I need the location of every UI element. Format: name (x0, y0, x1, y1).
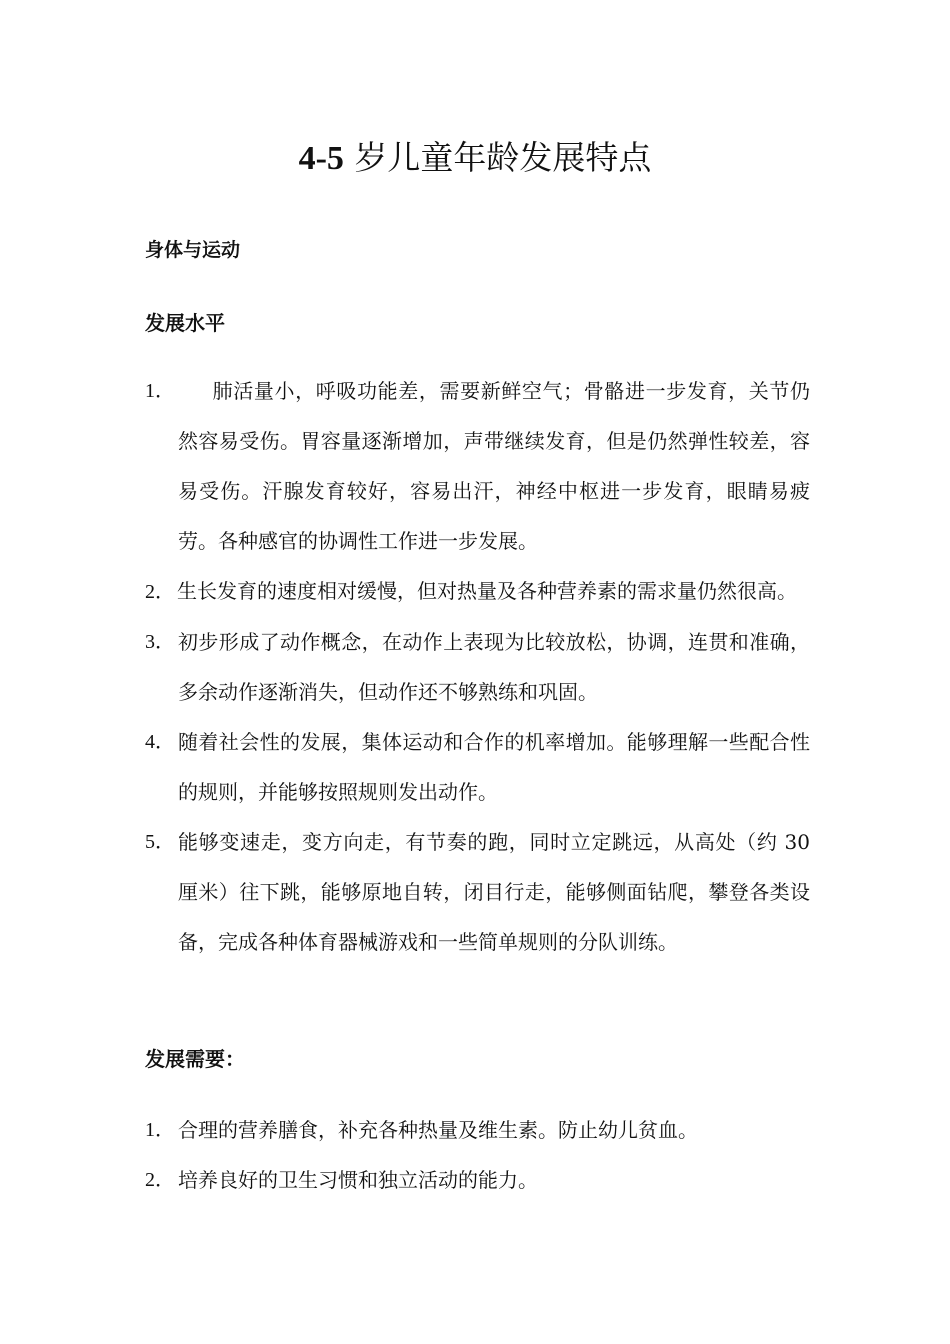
title-age-range: 4-5 (298, 140, 344, 177)
list-item-text: 能够变速走，变方向走，有节奏的跑，同时立定跳远，从高处（约 30 厘米）往下跳，能够原地自转，闭目行走，能够侧面钻爬，攀登各类设备，完成各种体育器械游戏和一些简单规则的分队训练。 (178, 830, 810, 954)
list-item-text: 肺活量小，呼吸功能差，需要新鲜空气；骨骼进一步发育，关节仍然容易受伤。胃容量逐渐增加，声带继续发育，但是仍然弹性较差，容易受伤。汗腺发育较好，容易出汗，神经中枢进一步发育，眼睛易疲劳。各种感官的协调性工作进一步发展。 (178, 379, 810, 553)
list-item-text: 培养良好的卫生习惯和独立活动的能力。 (178, 1168, 538, 1192)
development-level-list (145, 366, 810, 967)
list-item (145, 717, 810, 817)
list-item (145, 1105, 810, 1155)
list-item-marker: 5． (145, 831, 175, 853)
list-item-text: 合理的营养膳食，补充各种热量及维生素。防止幼儿贫血。 (178, 1118, 698, 1142)
section-heading-body-movement: 身体与运动 (145, 239, 241, 261)
list-item (145, 1155, 810, 1205)
list-item (145, 617, 810, 717)
list-item-marker: 2． (145, 1169, 175, 1191)
development-needs-heading: 发展需要： (145, 1047, 245, 1071)
list-item (145, 366, 810, 566)
development-level-heading: 发展水平 (145, 311, 225, 335)
list-item (145, 566, 810, 617)
list-item-marker: 1． (145, 380, 175, 402)
list-item-marker: 2． (145, 581, 175, 603)
list-item-text: 生长发育的速度相对缓慢，但对热量及各种营养素的需求量仍然很高。 (177, 579, 797, 603)
list-item-marker: 4． (145, 731, 175, 753)
title-text: 岁儿童年龄发展特点 (343, 138, 652, 177)
development-needs-list (145, 1105, 810, 1205)
list-item-text: 初步形成了动作概念，在动作上表现为比较放松，协调，连贯和准确，多余动作逐渐消失，但动作还不够熟练和巩固。 (178, 630, 810, 704)
list-item-marker: 3． (145, 631, 175, 653)
document-title (0, 136, 950, 181)
list-item-text: 随着社会性的发展，集体运动和合作的机率增加。能够理解一些配合性的规则，并能够按照规则发出动作。 (178, 730, 810, 804)
list-item-marker: 1． (145, 1119, 175, 1141)
list-item (145, 817, 810, 967)
